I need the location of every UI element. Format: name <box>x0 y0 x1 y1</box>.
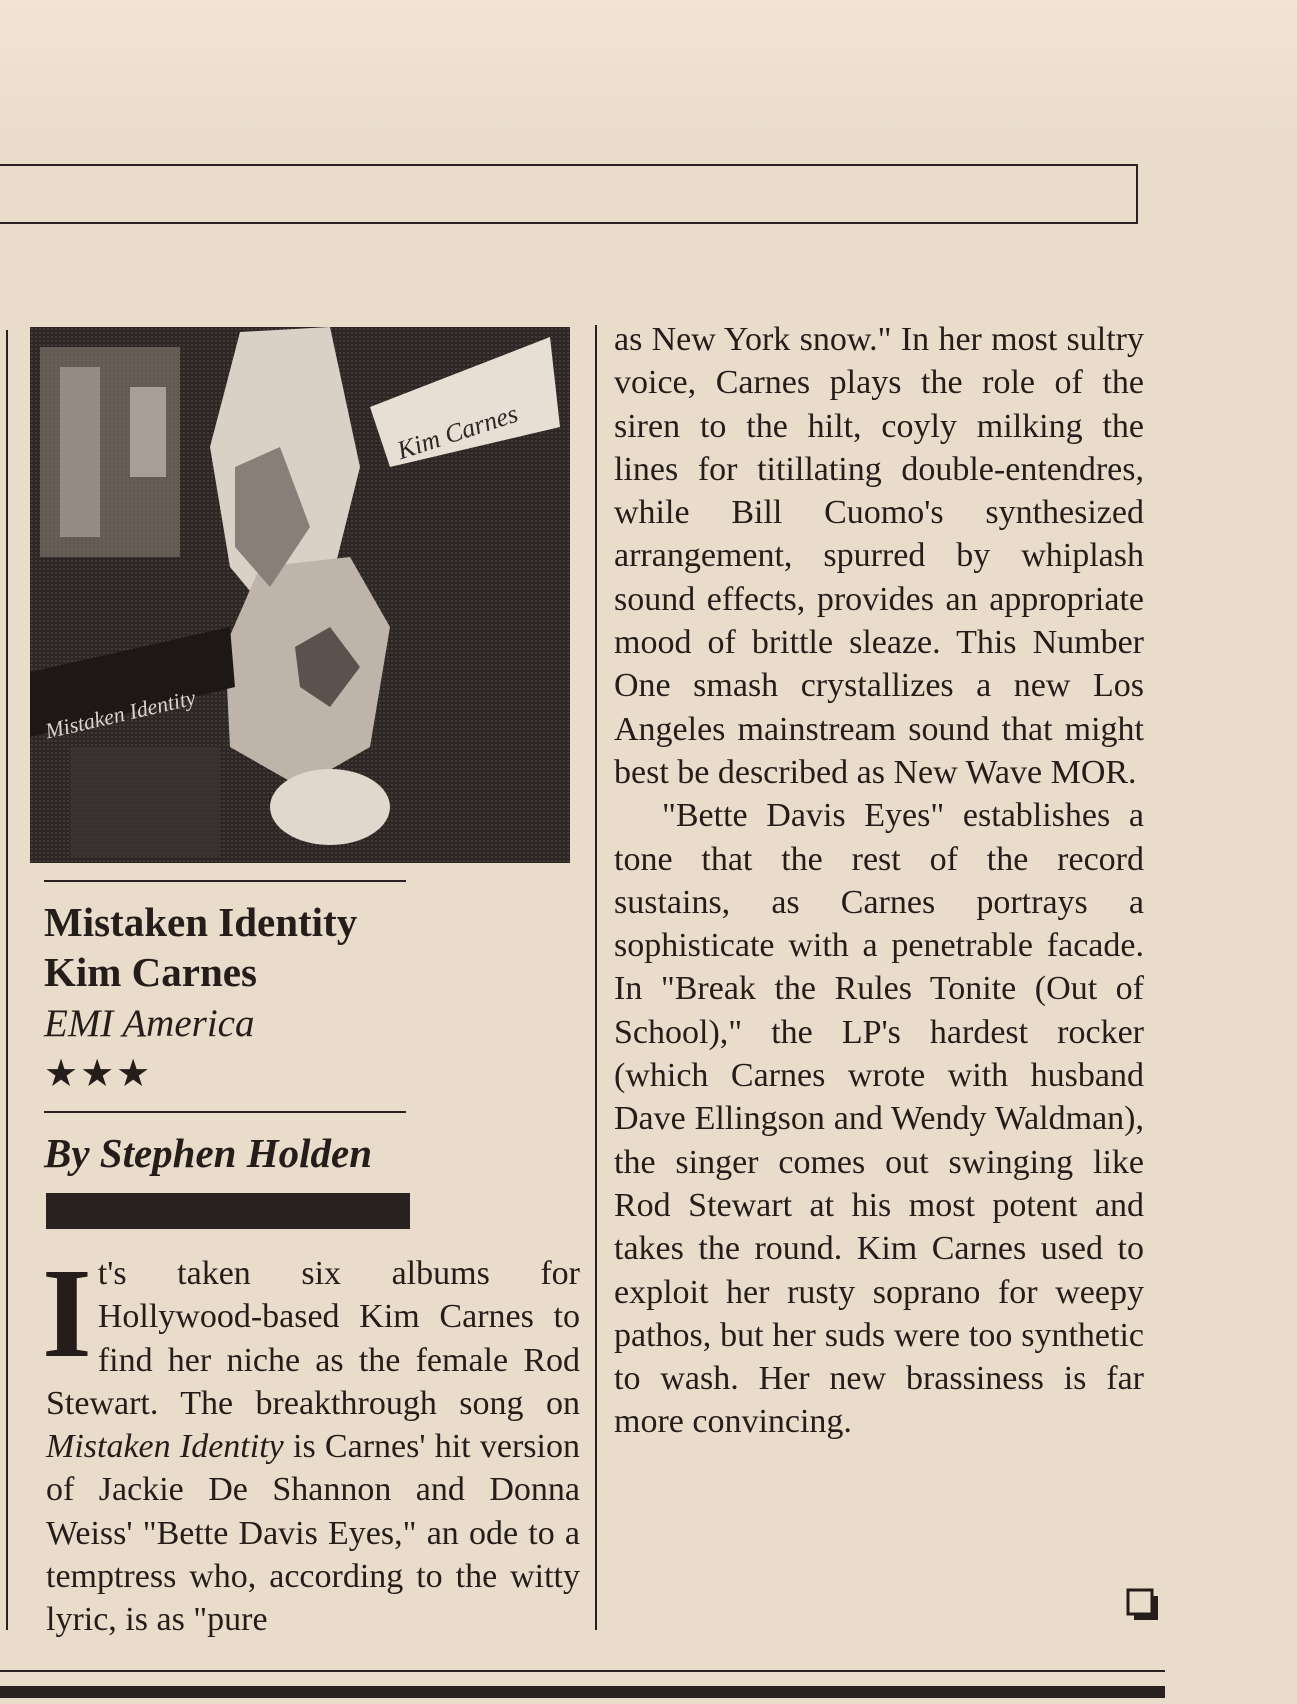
credits-bottom-rule <box>44 1111 406 1113</box>
right-column-paragraph-1: as New York snow." In her most sultry voice, Carnes plays the role of the siren to the hilt, coyly milking the lines for titillating double-entendres, while Bill Cuomo's synthesized arrangement, spurred by whiplash sound effects, provides an appropriate mood of brittle sleaze. This Number One smash crystallizes a new Los Angeles mainstream sound that might best be described as New Wave MOR. <box>614 321 1144 791</box>
bottom-heavy-rule <box>0 1686 1165 1698</box>
column-divider <box>595 325 597 1630</box>
artist-name: Kim Carnes <box>44 949 257 995</box>
end-mark-icon <box>1126 1588 1160 1622</box>
left-column-text <box>42 1242 580 1642</box>
credits-top-rule <box>44 880 406 882</box>
star-rating: ★★★ <box>44 1053 153 1095</box>
bottom-rule <box>0 1670 1165 1672</box>
right-column-paragraph-2: "Bette Davis Eyes" establishes a tone that the rest of the record sustains, as Carnes portrays a sophisticate with a penetrable facade. In "Break the Rules Tonite (Out of School)," the LP's hardest rocker (which Carnes wrote with husband Dave Ellingson and Wendy Waldman), the singer comes out swinging like Rod Stewart at his most potent and takes the round. Kim Carnes used to exploit her rusty soprano for weepy pathos, but her suds were too synthetic to wash. Her new brassiness is far more convincing. <box>614 797 1144 1441</box>
album-cover-art <box>30 327 570 863</box>
byline: By Stephen Holden <box>44 1130 373 1176</box>
album-cover-image <box>30 327 570 863</box>
drop-cap: I <box>42 1242 92 1384</box>
album-title: Mistaken Identity <box>44 899 358 945</box>
cover-title-text: Kim Carnes <box>393 398 522 466</box>
record-label: EMI America <box>44 1002 255 1045</box>
right-column-text <box>614 318 1144 1444</box>
cover-sleeve-text: Mistaken Identity <box>42 684 198 744</box>
album-title-italic: Mistaken Identity <box>46 1428 284 1466</box>
page-top-margin <box>0 0 1297 150</box>
left-column-rule <box>6 330 8 1630</box>
header-box <box>0 164 1138 224</box>
byline-bar <box>46 1193 410 1229</box>
left-column-paragraph: t's taken six albums for Hollywood-based Kim Carnes to find her niche as the female Rod Stewart. The breakthrough song on <box>46 1255 580 1422</box>
left-column-paragraph-continued: is Carnes' hit version of Jackie De Shannon and Donna Weiss' "Bette Davis Eyes," an ode to a temptress who, according to the witty lyric, is as "pure <box>46 1428 580 1639</box>
